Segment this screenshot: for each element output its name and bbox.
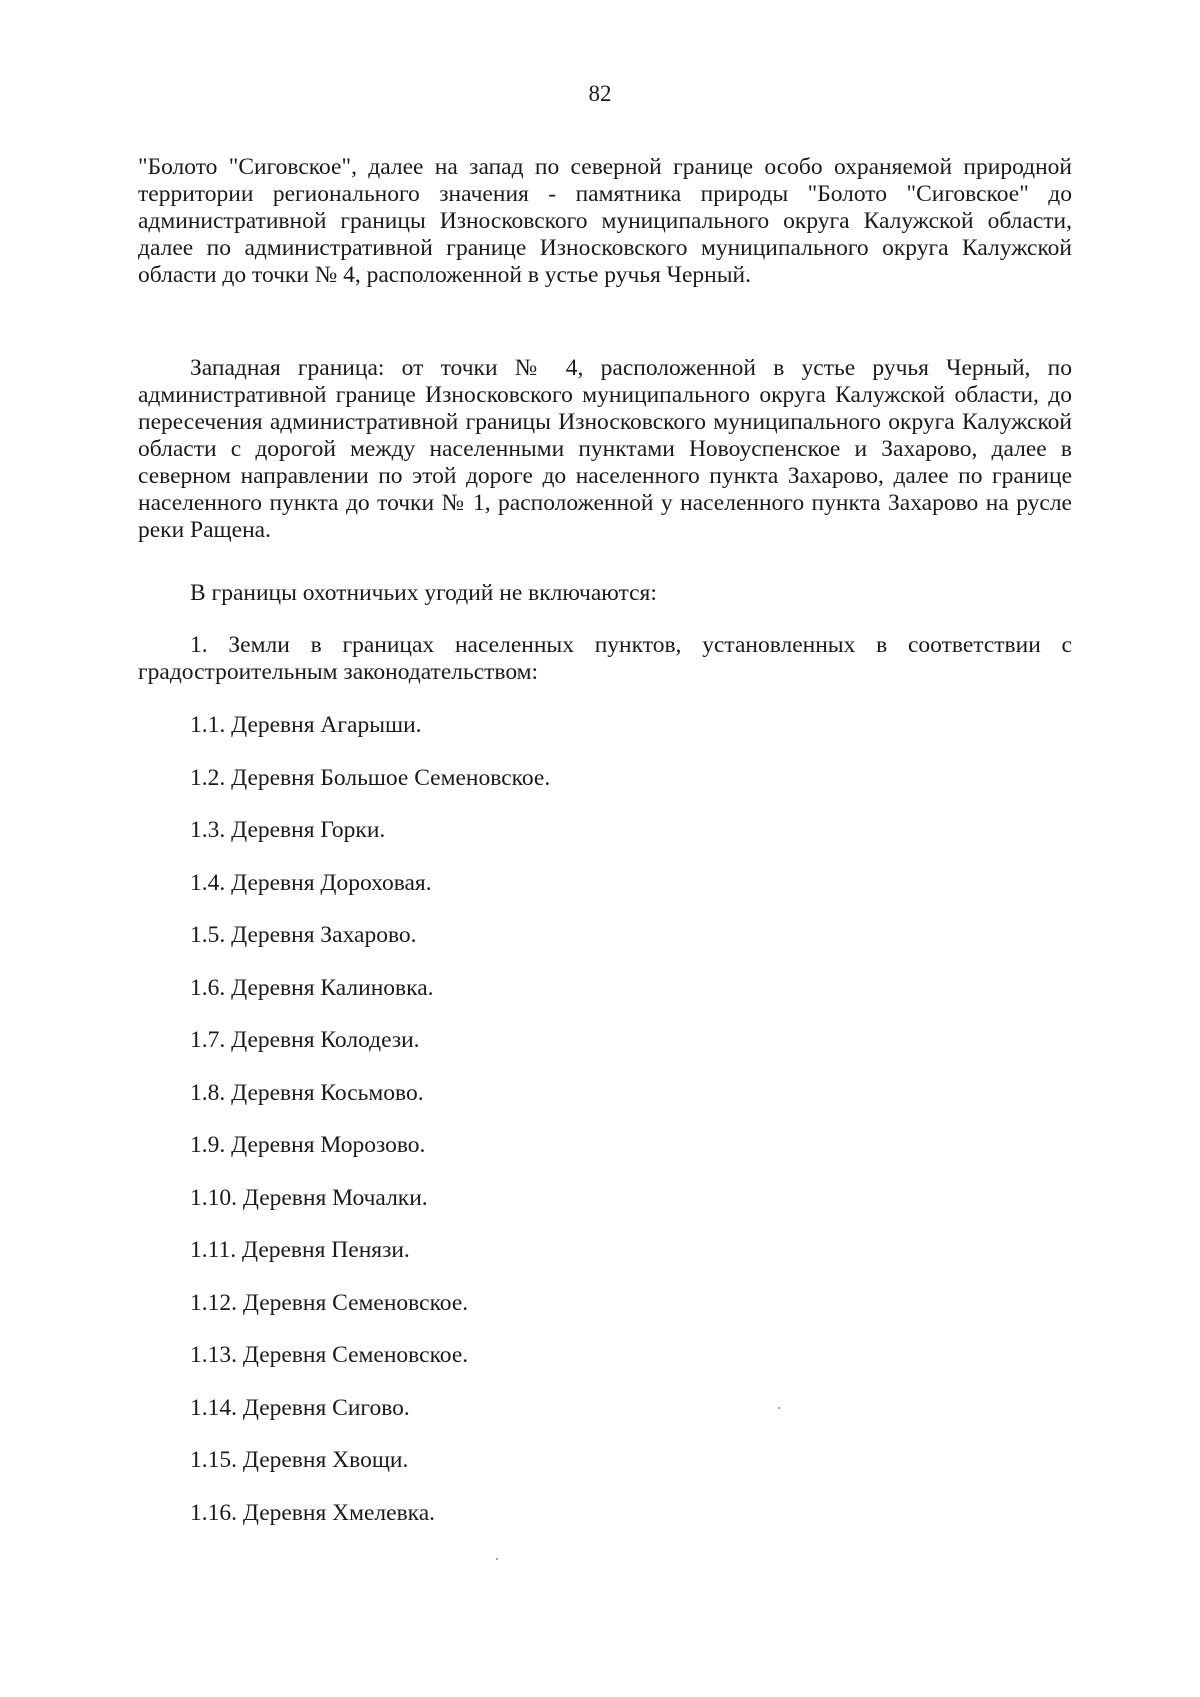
list-item: 1.5. Деревня Захарово. (190, 922, 417, 948)
list-item: 1.4. Деревня Дороховая. (190, 869, 432, 896)
settlement-list (190, 712, 1070, 1552)
list-item: 1.13. Деревня Семеновское. (190, 1342, 469, 1368)
list-item: 1.15. Деревня Хвощи. (190, 1447, 409, 1473)
list-item: 1.3. Деревня Горки. (190, 817, 386, 843)
list-item: 1.14. Деревня Сигово. (190, 1394, 410, 1421)
list-item: 1.8. Деревня Косьмово. (190, 1079, 424, 1106)
list-item: 1.16. Деревня Хмелевка. (190, 1499, 436, 1526)
scan-speck (778, 1407, 780, 1409)
list-item: 1.1. Деревня Агарыши. (190, 712, 422, 738)
paragraph-western-boundary: Западная граница: от точки № 4, расположенной в устье ручья Черный, по административной границе Износковского муниципального округа Калужской области, до пересечения административной границы Износковского муниципального округа Калужской области с дорогой между населенными пунктами Новоуспенское и Захарово, далее в северном направлении по этой дороге до населенного пункта Захарово, далее по границе населенного пункта до точки № 1, расположенной у населенного пункта Захарово на русле реки Ращена. (138, 355, 1072, 543)
list-item: 1.2. Деревня Большое Семеновское. (190, 764, 551, 791)
list-item: 1.9. Деревня Морозово. (190, 1132, 426, 1158)
list-item: 1.10. Деревня Мочалки. (190, 1184, 428, 1211)
scan-speck (496, 1558, 498, 1560)
list-item: 1.7. Деревня Колодези. (190, 1027, 420, 1053)
list-item: 1.12. Деревня Семеновское. (190, 1289, 469, 1316)
paragraph-settlement-lands: 1. Земли в границах населенных пунктов, установленных в соответствии с градостроительным законодательством: (138, 632, 1072, 685)
page-number: 82 (588, 81, 612, 106)
paragraph-exclusions-heading: В границы охотничьих угодий не включаются: (190, 580, 657, 606)
list-item: 1.11. Деревня Пенязи. (190, 1237, 410, 1263)
list-item: 1.6. Деревня Калиновка. (190, 974, 434, 1001)
paragraph-boundary-continuation: "Болото "Сиговское", далее на запад по северной границе особо охраняемой природной территории регионального значения - памятника природы "Болото "Сиговское" до административной границы Износковского муниципального округа Калужской области, далее по административной границе Износковского муниципального округа Калужской области до точки № 4, расположенной в устье ручья Черный. (138, 154, 1072, 288)
